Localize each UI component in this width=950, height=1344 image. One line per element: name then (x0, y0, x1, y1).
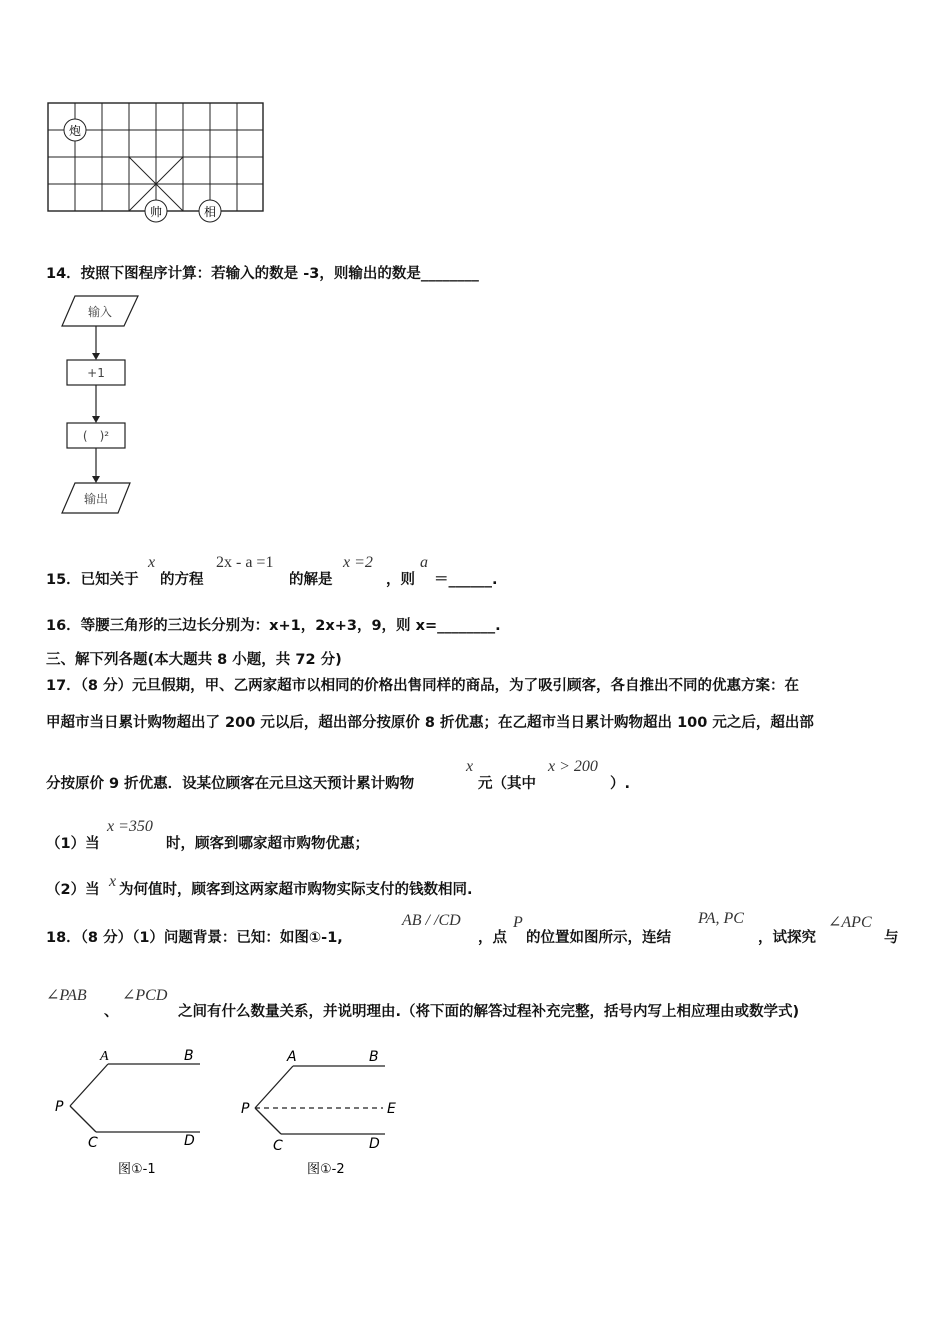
figure-1-2 (235, 1040, 410, 1190)
question-15-part1: 15．已知关于 (46, 572, 139, 588)
q18-angle-apc: ∠APC (828, 914, 872, 931)
svg-text:帅: 帅 (149, 205, 163, 219)
svg-text:相: 相 (203, 205, 217, 219)
section-heading: 三、解下列各题(本大题共 8 小题，共 72 分) (46, 652, 342, 668)
question-17-line3c: ）. (610, 776, 631, 792)
fig1-label-d: D (184, 1133, 195, 1149)
question-17-line3a: 分按原价 9 折优惠．设某位顾客在元旦这天预计累计购物 (46, 776, 415, 792)
question-16: 16．等腰三角形的三边长分别为：x+1，2x+3，9，则 x=________. (46, 618, 501, 634)
q18-segments: PA, PC (698, 910, 744, 927)
q15-equation: 2x - a =1 (216, 554, 274, 571)
fig1-label-b: B (184, 1048, 194, 1064)
question-18-part5: 与 (884, 930, 899, 946)
question-15-part5: ＝______. (434, 572, 498, 588)
q15-var-x: x (148, 554, 156, 571)
q18-separator: 、 (104, 1004, 119, 1020)
fig2-label-c: C (273, 1138, 283, 1154)
fig1-caption: 图①-1 (118, 1162, 156, 1177)
question-18-part1: 18．（8 分）（1）问题背景：已知：如图①-1, (46, 930, 343, 946)
q15-var-a: a (420, 554, 428, 571)
question-18-part4: ，试探究 (758, 930, 816, 946)
q18-angle-pab: ∠PAB (46, 987, 87, 1004)
svg-text:炮: 炮 (68, 124, 82, 138)
piece-pao (64, 119, 86, 141)
flow-step1: +1 (87, 366, 105, 380)
flowchart (50, 290, 150, 525)
q17-sub1-part1: （1）当 (46, 836, 100, 852)
question-18-part2: ，点 (478, 930, 507, 946)
fig2-label-p: P (241, 1101, 250, 1117)
question-14: 14．按照下图程序计算：若输入的数是 -3，则输出的数是________ (46, 266, 479, 282)
question-18-part6: 之间有什么数量关系，并说明理由.（将下面的解答过程补充完整，括号内写上相应理由或数学式) (178, 1004, 800, 1020)
figure-1-1 (50, 1040, 220, 1190)
fig2-label-e: E (387, 1101, 396, 1117)
flow-step2: ( )² (82, 429, 110, 443)
q18-angle-pcd: ∠PCD (122, 987, 168, 1004)
q18-point-p: P (513, 914, 523, 931)
q17-sub2-var: x (109, 873, 117, 890)
fig2-label-a: A (287, 1049, 297, 1065)
question-15-part4: ，则 (386, 572, 415, 588)
question-18-part3: 的位置如图所示，连结 (526, 930, 671, 946)
question-17-line1: 17．（8 分）元旦假期，甲、乙两家超市以相同的价格出售同样的商品，为了吸引顾客，各自推出不同的优惠方案：在 (46, 678, 800, 694)
chessboard-figure (40, 95, 275, 225)
question-17-line2: 甲超市当日累计购物超出了 200 元以后，超出部分按原价 8 折优惠；在乙超市当日累计购物超出 100 元之后，超出部 (46, 715, 814, 731)
question-15-part2: 的方程 (160, 572, 204, 588)
fig2-label-d: D (369, 1136, 380, 1152)
fig2-caption: 图①-2 (307, 1162, 345, 1177)
question-17-line3b: 元（其中 (478, 776, 536, 792)
q17-sub2-part2: 为何值时，顾客到这两家超市购物实际支付的钱数相同. (119, 882, 473, 898)
q17-condition: x > 200 (548, 758, 598, 775)
fig1-label-a: A (100, 1049, 109, 1064)
flow-output: 输出 (83, 492, 109, 506)
q17-var-x: x (466, 758, 474, 775)
piece-shuai (145, 200, 167, 222)
fig1-label-p: P (55, 1099, 64, 1115)
piece-xiang (199, 200, 221, 222)
q17-sub1-part2: 时，顾客到哪家超市购物优惠； (166, 836, 369, 852)
q17-sub2-part1: （2）当 (46, 882, 100, 898)
fig2-label-b: B (369, 1049, 379, 1065)
q18-parallel: AB / /CD (402, 912, 461, 929)
question-15-part3: 的解是 (289, 572, 333, 588)
flow-input: 输入 (87, 305, 113, 319)
fig1-label-c: C (88, 1135, 98, 1151)
q15-solution: x =2 (343, 554, 373, 571)
q17-sub1-eq: x =350 (107, 818, 153, 835)
